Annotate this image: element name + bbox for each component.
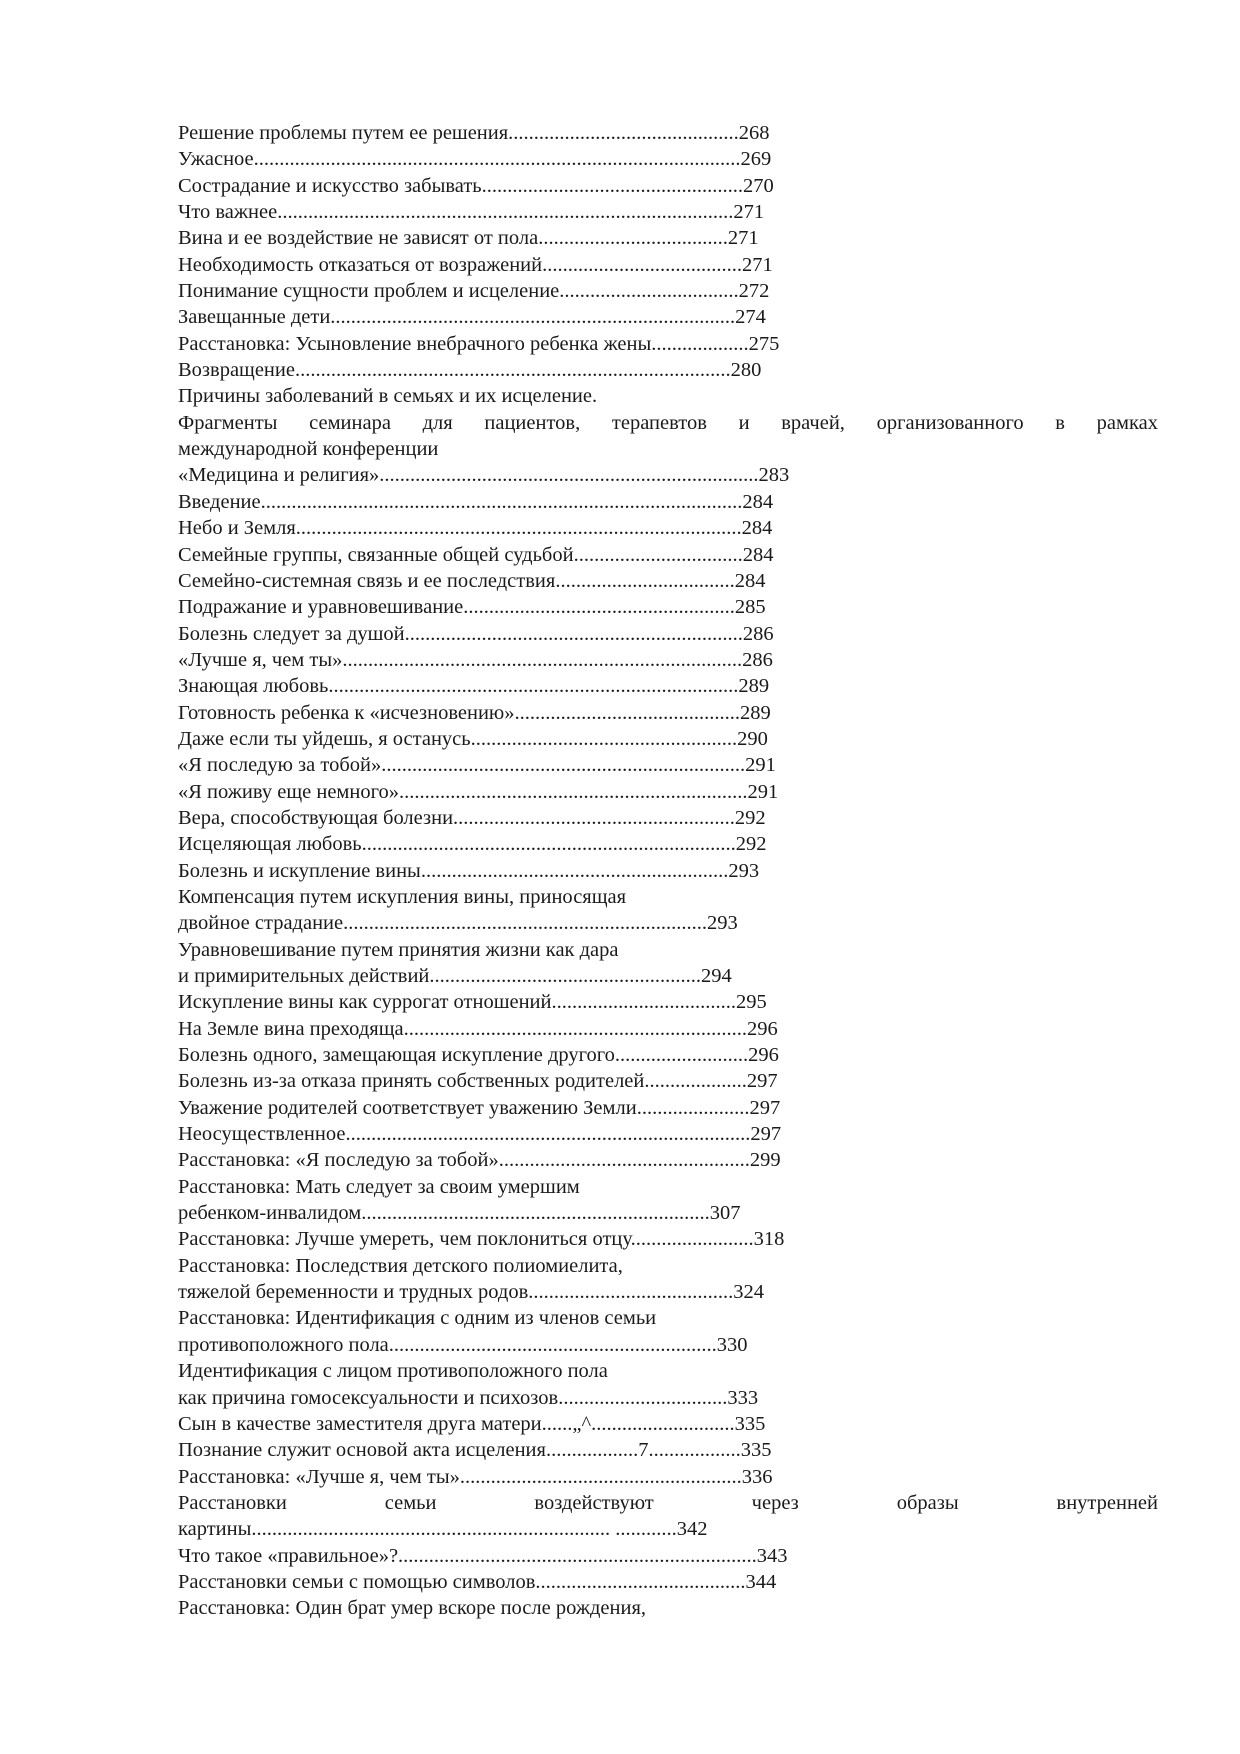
toc-line: Что такое «правильное»?......................................................................343 — [178, 1544, 788, 1567]
toc-line: Болезнь из-за отказа принять собственных родителей....................297 — [178, 1070, 778, 1093]
toc-line: Болезнь и искупление вины............................................................293 — [178, 859, 760, 882]
toc-line: Идентификация с лицом противоположного пола — [178, 1360, 608, 1383]
toc-line: Вина и ее воздействие не зависят от пола.....................................271 — [178, 227, 759, 250]
toc-line: Расстановка: Один брат умер вскоре после рождения, — [178, 1597, 647, 1620]
toc-line: Расстановка: Лучше умереть, чем поклониться отцу........................318 — [178, 1228, 785, 1251]
toc-line: противоположного пола................................................................330 — [178, 1333, 748, 1356]
toc-line: Семейно-системная связь и ее последствия...................................284 — [178, 569, 766, 592]
toc-line: Болезнь следует за душой..................................................................286 — [178, 622, 774, 645]
toc-line: Введение..............................................................................................284 — [178, 490, 774, 513]
toc-line: Небо и Земля.......................................................................................284 — [178, 517, 773, 540]
toc-line: Готовность ребенка к «исчезновению»............................................289 — [178, 701, 771, 724]
toc-line: Подражание и уравновешивание.....................................................285 — [178, 596, 766, 619]
toc-line: Решение проблемы путем ее решения.............................................268 — [178, 122, 770, 144]
toc-line: картины...................................................................... ............342 — [178, 1518, 708, 1541]
toc-line: Расстановка: Идентификация с одним из членов семьи — [178, 1307, 657, 1330]
toc-line: Фрагменты семинара для пациентов, терапевтов и врачей, организованного в рамках — [178, 411, 1158, 434]
toc-line: Расстановка: «Лучше я, чем ты».......................................................336 — [178, 1465, 773, 1488]
toc-line: Болезнь одного, замещающая искупление другого..........................296 — [178, 1044, 779, 1067]
toc-line: «Я поживу еще немного»....................................................................291 — [178, 780, 779, 803]
toc-line: Сын в качестве заместителя друга матери......„^............................335 — [178, 1412, 766, 1435]
toc-line: Семейные группы, связанные общей судьбой.................................284 — [178, 543, 774, 566]
toc-line: Расстановки семьи воздействуют через образы внутренней — [178, 1491, 1158, 1514]
toc-line: Вера, способствующая болезни.......................................................292 — [178, 806, 766, 829]
toc-line: и примирительных действий.....................................................294 — [178, 965, 732, 987]
toc-line: Даже если ты уйдешь, я останусь....................................................290 — [178, 727, 768, 750]
toc-line: Что важнее.........................................................................................271 — [178, 201, 765, 224]
toc-line: Расстановка: Последствия детского полиомиелита, — [178, 1254, 623, 1277]
toc-line: Уравновешивание путем принятия жизни как дара — [178, 938, 619, 961]
toc-line: «Лучше я, чем ты»..............................................................................286 — [178, 648, 773, 671]
toc-line: Неосуществленное...............................................................................297 — [178, 1123, 782, 1146]
toc-line: На Земле вина преходяща...................................................................296 — [178, 1017, 778, 1040]
toc-line: международной конференции — [178, 438, 439, 461]
toc-line: двойное страдание.......................................................................293 — [178, 912, 738, 935]
toc-line: тяжелой беременности и трудных родов........................................324 — [178, 1281, 765, 1304]
toc-line: «Медицина и религия»..........................................................................283 — [178, 464, 790, 487]
toc-line: Причины заболеваний в семьях и их исцеление. — [178, 385, 598, 408]
toc-line: Расстановки семьи с помощью символов.........................................344 — [178, 1570, 777, 1593]
toc-line: Искупление вины как суррогат отношений....................................295 — [178, 991, 767, 1014]
toc-line: Расстановка: Усыновление внебрачного ребенка жены...................275 — [178, 332, 780, 355]
toc-line: Сострадание и искусство забывать...................................................270 — [178, 174, 774, 197]
toc-line: как причина гомосексуальности и психозов.................................333 — [178, 1386, 759, 1409]
toc-line: Расстановка: Мать следует за своим умершим — [178, 1175, 580, 1198]
toc-line: Познание служит основой акта исцеления..................7..................335 — [178, 1439, 772, 1462]
toc-line: Ужасное...............................................................................................269 — [178, 148, 772, 171]
toc-line: Завещанные дети...............................................................................274 — [178, 306, 766, 329]
toc-line: ребенком-инвалидом....................................................................307 — [178, 1202, 741, 1225]
toc-line: Необходимость отказаться от возражений.......................................271 — [178, 253, 773, 276]
toc-line: «Я последую за тобой».......................................................................291 — [178, 754, 776, 777]
table-of-contents — [178, 120, 1158, 1622]
toc-line: Понимание сущности проблем и исцеление...................................272 — [178, 280, 770, 303]
toc-line: Возвращение.....................................................................................280 — [178, 359, 762, 382]
toc-line: Расстановка: «Я последую за тобой».................................................299 — [178, 1149, 781, 1172]
toc-line: Уважение родителей соответствует уважению Земли......................297 — [178, 1096, 781, 1119]
toc-line: Компенсация путем искупления вины, приносящая — [178, 885, 627, 908]
toc-line: Знающая любовь................................................................................289 — [178, 675, 770, 698]
toc-line: Исцеляющая любовь.........................................................................292 — [178, 833, 767, 856]
